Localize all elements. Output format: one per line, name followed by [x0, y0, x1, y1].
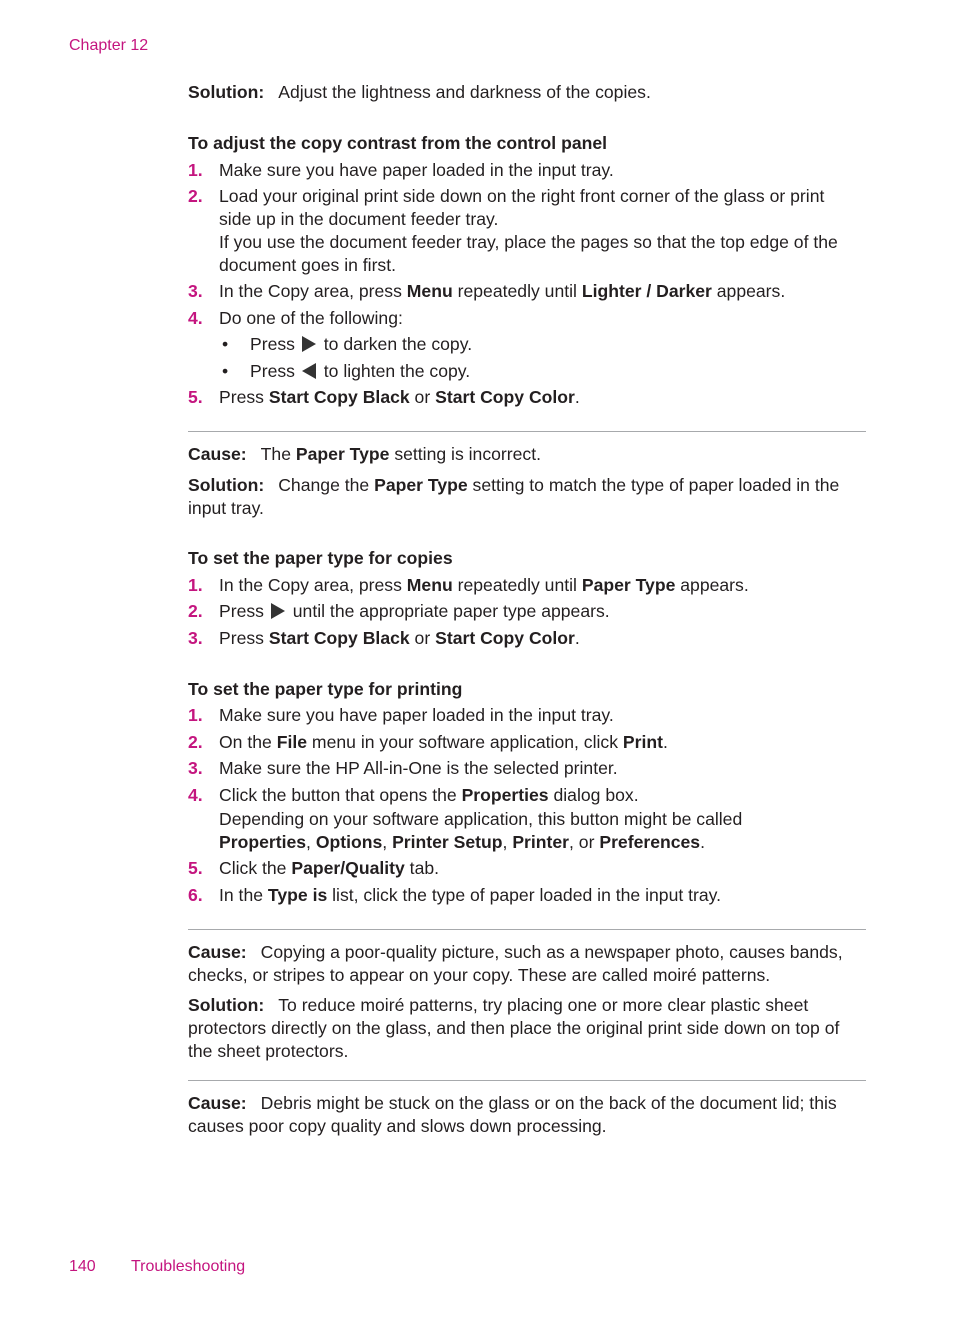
- step-text: Press Start Copy Black or Start Copy Color.: [219, 628, 580, 648]
- solution-paragraph: Solution: Change the Paper Type setting to match the type of paper loaded in the: [188, 475, 840, 495]
- section-divider: [188, 929, 866, 930]
- procedure-heading: To adjust the copy contrast from the control panel: [188, 133, 608, 153]
- step-number: 4.: [188, 785, 203, 805]
- step-text: side up in the document feeder tray.: [219, 209, 499, 229]
- section-divider: [188, 1080, 866, 1081]
- right-arrow-icon: [302, 336, 316, 352]
- solution-text: the sheet protectors.: [188, 1041, 349, 1061]
- right-arrow-icon: [271, 603, 285, 619]
- cause-label: Cause:: [188, 1093, 247, 1113]
- solution-paragraph: [188, 81, 878, 104]
- solution-label: Solution:: [188, 475, 265, 495]
- step-note: Depending on your software application, this button might be called: [219, 809, 743, 829]
- step-text: On the File menu in your software application, click Print.: [219, 732, 668, 752]
- section-divider: [188, 431, 866, 432]
- step-number: 2.: [188, 186, 203, 206]
- solution-text: protectors directly on the glass, and then place the original print side down on top of: [188, 1018, 840, 1038]
- step-text: Press Start Copy Black or Start Copy Color.: [219, 387, 580, 407]
- cause-text: causes poor copy quality and slows down processing.: [188, 1116, 607, 1136]
- step-number: 6.: [188, 885, 203, 905]
- solution-text: Adjust the lightness and darkness of the copies.: [278, 82, 651, 102]
- footer-section: Troubleshooting: [131, 1258, 246, 1275]
- step-text: In the Type is list, click the type of paper loaded in the input tray.: [219, 885, 722, 905]
- procedure-heading: To set the paper type for copies: [188, 548, 453, 568]
- page-number: 140: [69, 1258, 96, 1275]
- solution-label: Solution:: [188, 82, 265, 102]
- procedure-heading: To set the paper type for printing: [188, 679, 463, 699]
- cause-paragraph: Cause: The Paper Type setting is incorrect.: [188, 444, 541, 464]
- step-note: If you use the document feeder tray, place the pages so that the top edge of the: [219, 232, 838, 252]
- cause-label: Cause:: [188, 444, 247, 464]
- step-text: Make sure the HP All-in-One is the selected printer.: [219, 758, 618, 778]
- step-text: Do one of the following:: [219, 308, 403, 328]
- step-text: Press until the appropriate paper type appears.: [219, 601, 610, 621]
- chapter-header: Chapter 12: [69, 37, 149, 54]
- bullet: •: [222, 334, 229, 354]
- cause-text: checks, or stripes to appear on your copy. These are called moiré patterns.: [188, 965, 771, 985]
- step-text: Make sure you have paper loaded in the input tray.: [219, 160, 614, 180]
- step-note: document goes in first.: [219, 255, 397, 275]
- step-text: Click the button that opens the Properties dialog box.: [219, 785, 639, 805]
- bullet-text: Press to darken the copy.: [250, 334, 473, 354]
- cause-paragraph: Cause: Debris might be stuck on the glass or on the back of the document lid; this: [188, 1093, 837, 1113]
- step-number: 3.: [188, 758, 203, 778]
- step-number: 3.: [188, 628, 203, 648]
- step-text: Make sure you have paper loaded in the input tray.: [219, 705, 614, 725]
- step-text: Load your original print side down on the right front corner of the glass or print: [219, 186, 825, 206]
- step-number: 3.: [188, 281, 203, 301]
- step-number: 5.: [188, 858, 203, 878]
- solution-paragraph: Solution: To reduce moiré patterns, try placing one or more clear plastic sheet: [188, 995, 809, 1015]
- step-number: 1.: [188, 160, 203, 180]
- step-number: 4.: [188, 308, 203, 328]
- left-arrow-icon: [302, 363, 316, 379]
- bullet: •: [222, 361, 229, 381]
- cause-label: Cause:: [188, 942, 247, 962]
- cause-paragraph: Cause: Copying a poor-quality picture, such as a newspaper photo, causes bands,: [188, 942, 843, 962]
- solution-text: input tray.: [188, 498, 264, 518]
- step-number: 1.: [188, 705, 203, 725]
- bullet-text: Press to lighten the copy.: [250, 361, 471, 381]
- step-number: 5.: [188, 387, 203, 407]
- step-note: Properties, Options, Printer Setup, Printer, or Preferences.: [219, 832, 705, 852]
- solution-label: Solution:: [188, 995, 265, 1015]
- step-number: 2.: [188, 601, 203, 621]
- step-number: 1.: [188, 575, 203, 595]
- step-text: In the Copy area, press Menu repeatedly until Paper Type appears.: [219, 575, 749, 595]
- step-number: 2.: [188, 732, 203, 752]
- step-text: Click the Paper/Quality tab.: [219, 858, 440, 878]
- step-text: In the Copy area, press Menu repeatedly until Lighter / Darker appears.: [219, 281, 786, 301]
